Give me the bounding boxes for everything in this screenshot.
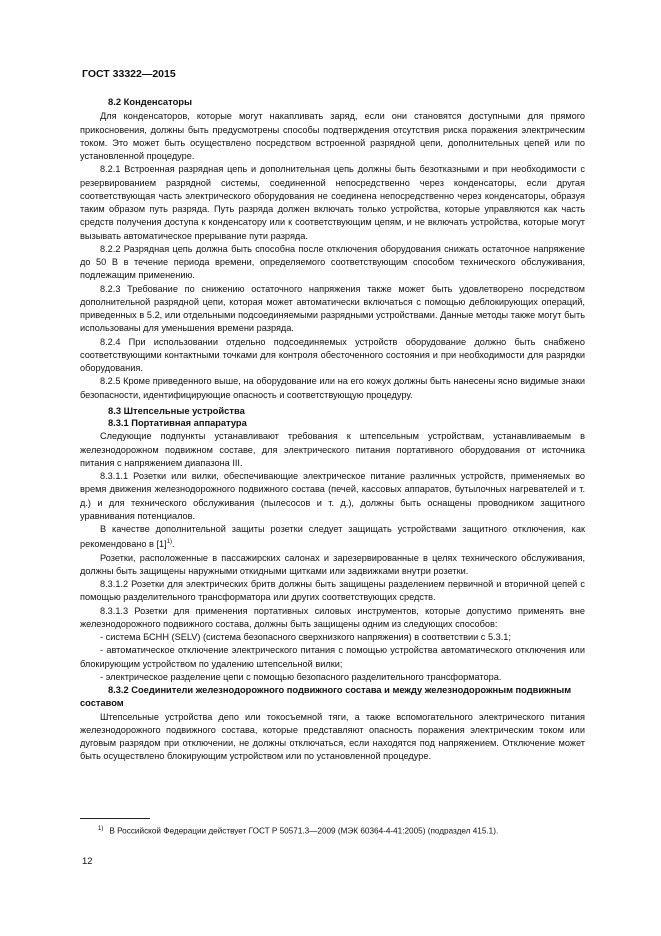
paragraph-rcd-protection [80,523,585,552]
document-id-header: ГОСТ 33322—2015 [82,68,176,80]
rcd-text-end: . [172,539,175,550]
paragraph-8-3-1-intro: Следующие подпункты устанавливают требования к штепсельным устройствам, устанавливаемым в железнодорожном подвижном составе, для электрического питания портативного оборудования от источника питания с напряжением диапазона III. [80,431,585,468]
paragraph-8-3-1-1: 8.3.1.1 Розетки или вилки, обеспечивающие электрическое питание различных устройств, применяемых во время движения железнодорожного подвижного состава (печей, кассовых аппаратов, бутылочных нагревателей и т. д.) и для технического обслуживания (пылесосов и т. д.), должны быть оснащены проводником защитного уравнивания потенциалов. [80,471,585,521]
paragraph-8-2-5: 8.2.5 Кроме приведенного выше, на оборудование или на его кожух должны быть нанесены ясно видимые знаки безопасности, идентифицирующие опасность и соответствующую процедуру. [80,376,585,400]
subsection-heading-8-3-1: 8.3.1 Портативная аппаратура [108,418,247,428]
paragraph-8-2-intro: Для конденсаторов, которые могут накапливать заряд, если они становятся доступными для прямого прикосновения, должны быть предусмотрены способы подтверждения отсутствия риска поражения электрическим током. Это может быть осуществлено посредством встроенной разрядной цепи, дополнительных цепей или по установленной процедуре. [80,111,585,161]
page-body [80,95,585,764]
paragraph-8-2-4: 8.2.4 При использовании отдельно подсоединяемых устройств оборудование должно быть снабжено соответствующими контактными точками для контроля обесточенного состояния и при необходимости для разрядки оборудования. [80,336,585,373]
paragraph-8-3-1-3: 8.3.1.3 Розетки для применения портативных силовых инструментов, которые допустимо применять вне железнодорожного подвижного состава, должны быть защищены одним из следующих способов: [80,605,585,629]
list-item: - автоматическое отключение электрического питания с помощью устройства автоматического отключения или блокирующим устройством по удалению штепсельной вилки; [80,645,585,669]
paragraph-8-2-1: 8.2.1 Встроенная разрядная цепь и дополнительная цепь должны быть безотказными и при необходимости с резервированием разрядной системы, соединенной непосредственно через конденсаторы, если другая соответствующая часть электрического оборудования не соединена непосредственно через конденсаторы, образуя таким образом путь разряда. Путь разряда должен включать только устройства, которые управляются как часть средств получения доступа к конденсатору или к соответствующим цепям, и не включать устройства, которые могут вызывать автоматическое прерывание пути разряда. [80,164,585,241]
subsection-heading-8-3-2-text: 8.3.2 Соединители железнодорожного подвижного состава и между железнодорожным подвижным составом [80,685,572,709]
page-number: 12 [82,856,93,867]
footnote [80,826,618,836]
footnote-marker: 1) [98,826,104,832]
paragraph-8-3-2: Штепсельные устройства депо или токосъемной тяги, а также вспомогательного электрического питания железнодорожного подвижного состава, которые представляют опасность поражения электрическим током или дуговым разрядом при отключении, не должны отключаться, если находятся под напряжением. Отключение может быть осуществлено блокирующим устройством или по установленной процедуре. [80,711,585,762]
rcd-text: В качестве дополнительной защиты розетки следует защищать устройствами защитного отключения, как рекомендовано в [1] [80,524,585,550]
subsection-heading-8-3-2 [80,684,585,711]
paragraph-passenger-sockets: Розетки, расположенные в пассажирских салонах и зарезервированные в целях технического обслуживания, должны быть защищены наружными откидными щитками или задвижками внутри розетки. [80,552,585,576]
footnote-reference[interactable]: 1) [166,539,173,546]
footnote-text: В Российской Федерации действует ГОСТ Р 50571.3—2009 (МЭК 60364-4-41:2005) (подраздел 415.1). [109,826,499,836]
paragraph-8-3-1-2: 8.3.1.2 Розетки для электрических бритв должны быть защищены разделением первичной и вторичной цепей с помощью разделительного трансформатора или других соответствующих средств. [80,579,585,603]
paragraph-8-2-2: 8.2.2 Разрядная цепь должна быть способна после отключения оборудования снижать остаточное напряжение до 50 В в течение периода времени, определяемого соответствующим способом технического обслуживания, подлежащим применению. [80,243,585,281]
section-heading-8-2: 8.2 Конденсаторы [108,96,193,107]
footnote-separator [80,818,150,819]
list-item: - система БСНН (SELV) (система безопасного сверхнизкого напряжения) в соответствии с 5.3.1; [100,632,511,643]
section-heading-8-3: 8.3 Штепсельные устройства [108,404,245,416]
paragraph-8-2-3: 8.2.3 Требование по снижению остаточного напряжения также может быть удовлетворено посредством дополнительной разрядной цепи, которая может автоматически включаться с помощью деблокирующих операций, приведенных в 5.2, или отдельными подсоединяемыми разрядными устройствами. Данные методы также могут быть использованы для уменьшения времени разряда. [80,283,585,334]
list-item: - электрическое разделение цепи с помощью безопасного разделительного трансформатора. [100,671,502,682]
